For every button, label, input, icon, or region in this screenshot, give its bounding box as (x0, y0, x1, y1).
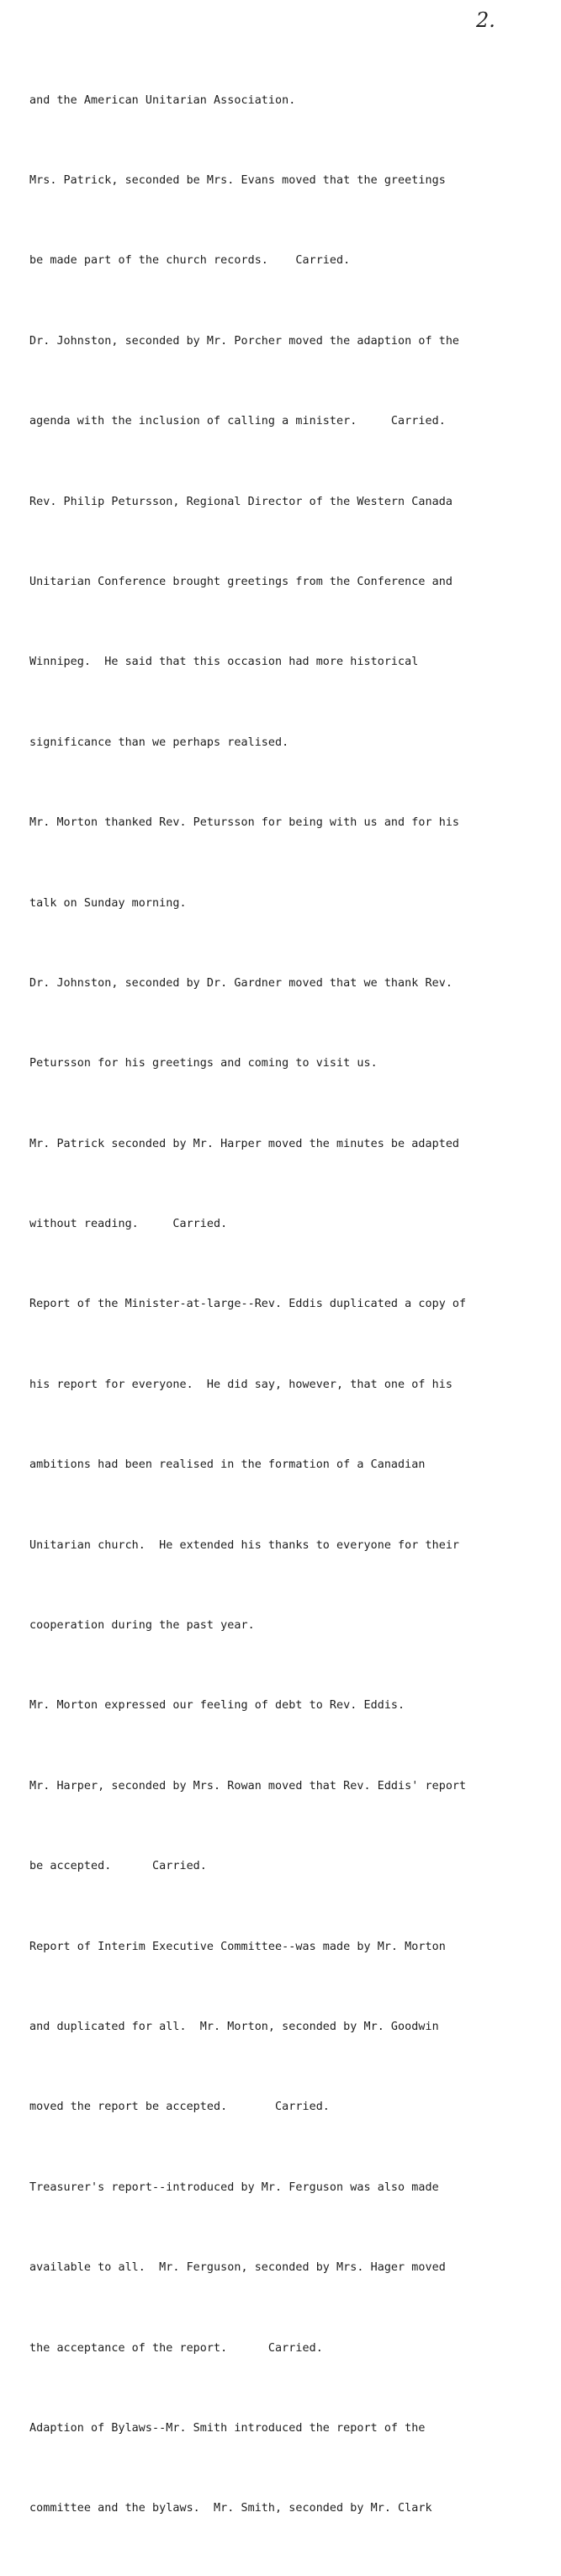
text-line: talk on Sunday morning. (29, 896, 187, 910)
text-line: his report for everyone. He did say, however, that one of his (29, 1378, 453, 1391)
text-line: agenda with the inclusion of calling a minister. Carried. (29, 415, 446, 428)
text-line: and the American Unitarian Association. (29, 93, 296, 107)
text-line: Report of the Minister-at-large--Rev. Eddis duplicated a copy of (29, 1298, 467, 1311)
page-number: 2. (476, 8, 495, 32)
text-line: the acceptance of the report. Carried. (29, 2341, 323, 2355)
text-line: moved the report be accepted. Carried. (29, 2101, 330, 2114)
text-line: committee and the bylaws. Mr. Smith, seconded by Mr. Clark (29, 2502, 432, 2515)
text-line: Mr. Morton expressed our feeling of debt to Rev. Eddis. (29, 1699, 405, 1713)
text-line: Winnipeg. He said that this occasion had more historical (29, 656, 419, 669)
text-line: without reading. Carried. (29, 1218, 228, 1231)
text-line: Unitarian church. He extended his thanks to everyone for their (29, 1538, 460, 1552)
text-line: available to all. Mr. Ferguson, seconded by Mrs. Hager moved (29, 2261, 446, 2275)
text-line: significance than we perhaps realised. (29, 736, 289, 749)
text-line: Dr. Johnston, seconded by Dr. Gardner moved that we thank Rev. (29, 976, 453, 990)
text-line: Mr. Patrick seconded by Mr. Harper moved the minutes be adapted (29, 1137, 460, 1150)
text-line: Adaption of Bylaws--Mr. Smith introduced the report of the (29, 2421, 426, 2435)
text-line: Report of Interim Executive Committee--was made by Mr. Morton (29, 1940, 446, 1953)
text-line: Petursson for his greetings and coming to visit us. (29, 1057, 378, 1070)
text-line: Dr. Johnston, seconded by Mr. Porcher moved the adaption of the (29, 334, 460, 348)
text-line: Rev. Philip Petursson, Regional Director of the Western Canada (29, 495, 453, 508)
text-line: cooperation during the past year. (29, 1619, 255, 1633)
minutes-text (29, 34, 555, 2576)
text-line: Mr. Morton thanked Rev. Petursson for being with us and for his (29, 816, 460, 830)
text-line: Unitarian Conference brought greetings from the Conference and (29, 575, 453, 588)
text-line: Mrs. Patrick, seconded be Mrs. Evans moved that the greetings (29, 173, 446, 187)
text-line: Treasurer's report--introduced by Mr. Ferguson was also made (29, 2180, 439, 2194)
text-line: Mr. Harper, seconded by Mrs. Rowan moved that Rev. Eddis' report (29, 1779, 467, 1793)
text-line: and duplicated for all. Mr. Morton, seconded by Mr. Goodwin (29, 2020, 439, 2033)
text-line: ambitions had been realised in the formation of a Canadian (29, 1458, 426, 1472)
text-line: be made part of the church records. Carried. (29, 254, 351, 268)
text-line: be accepted. Carried. (29, 1860, 207, 1873)
